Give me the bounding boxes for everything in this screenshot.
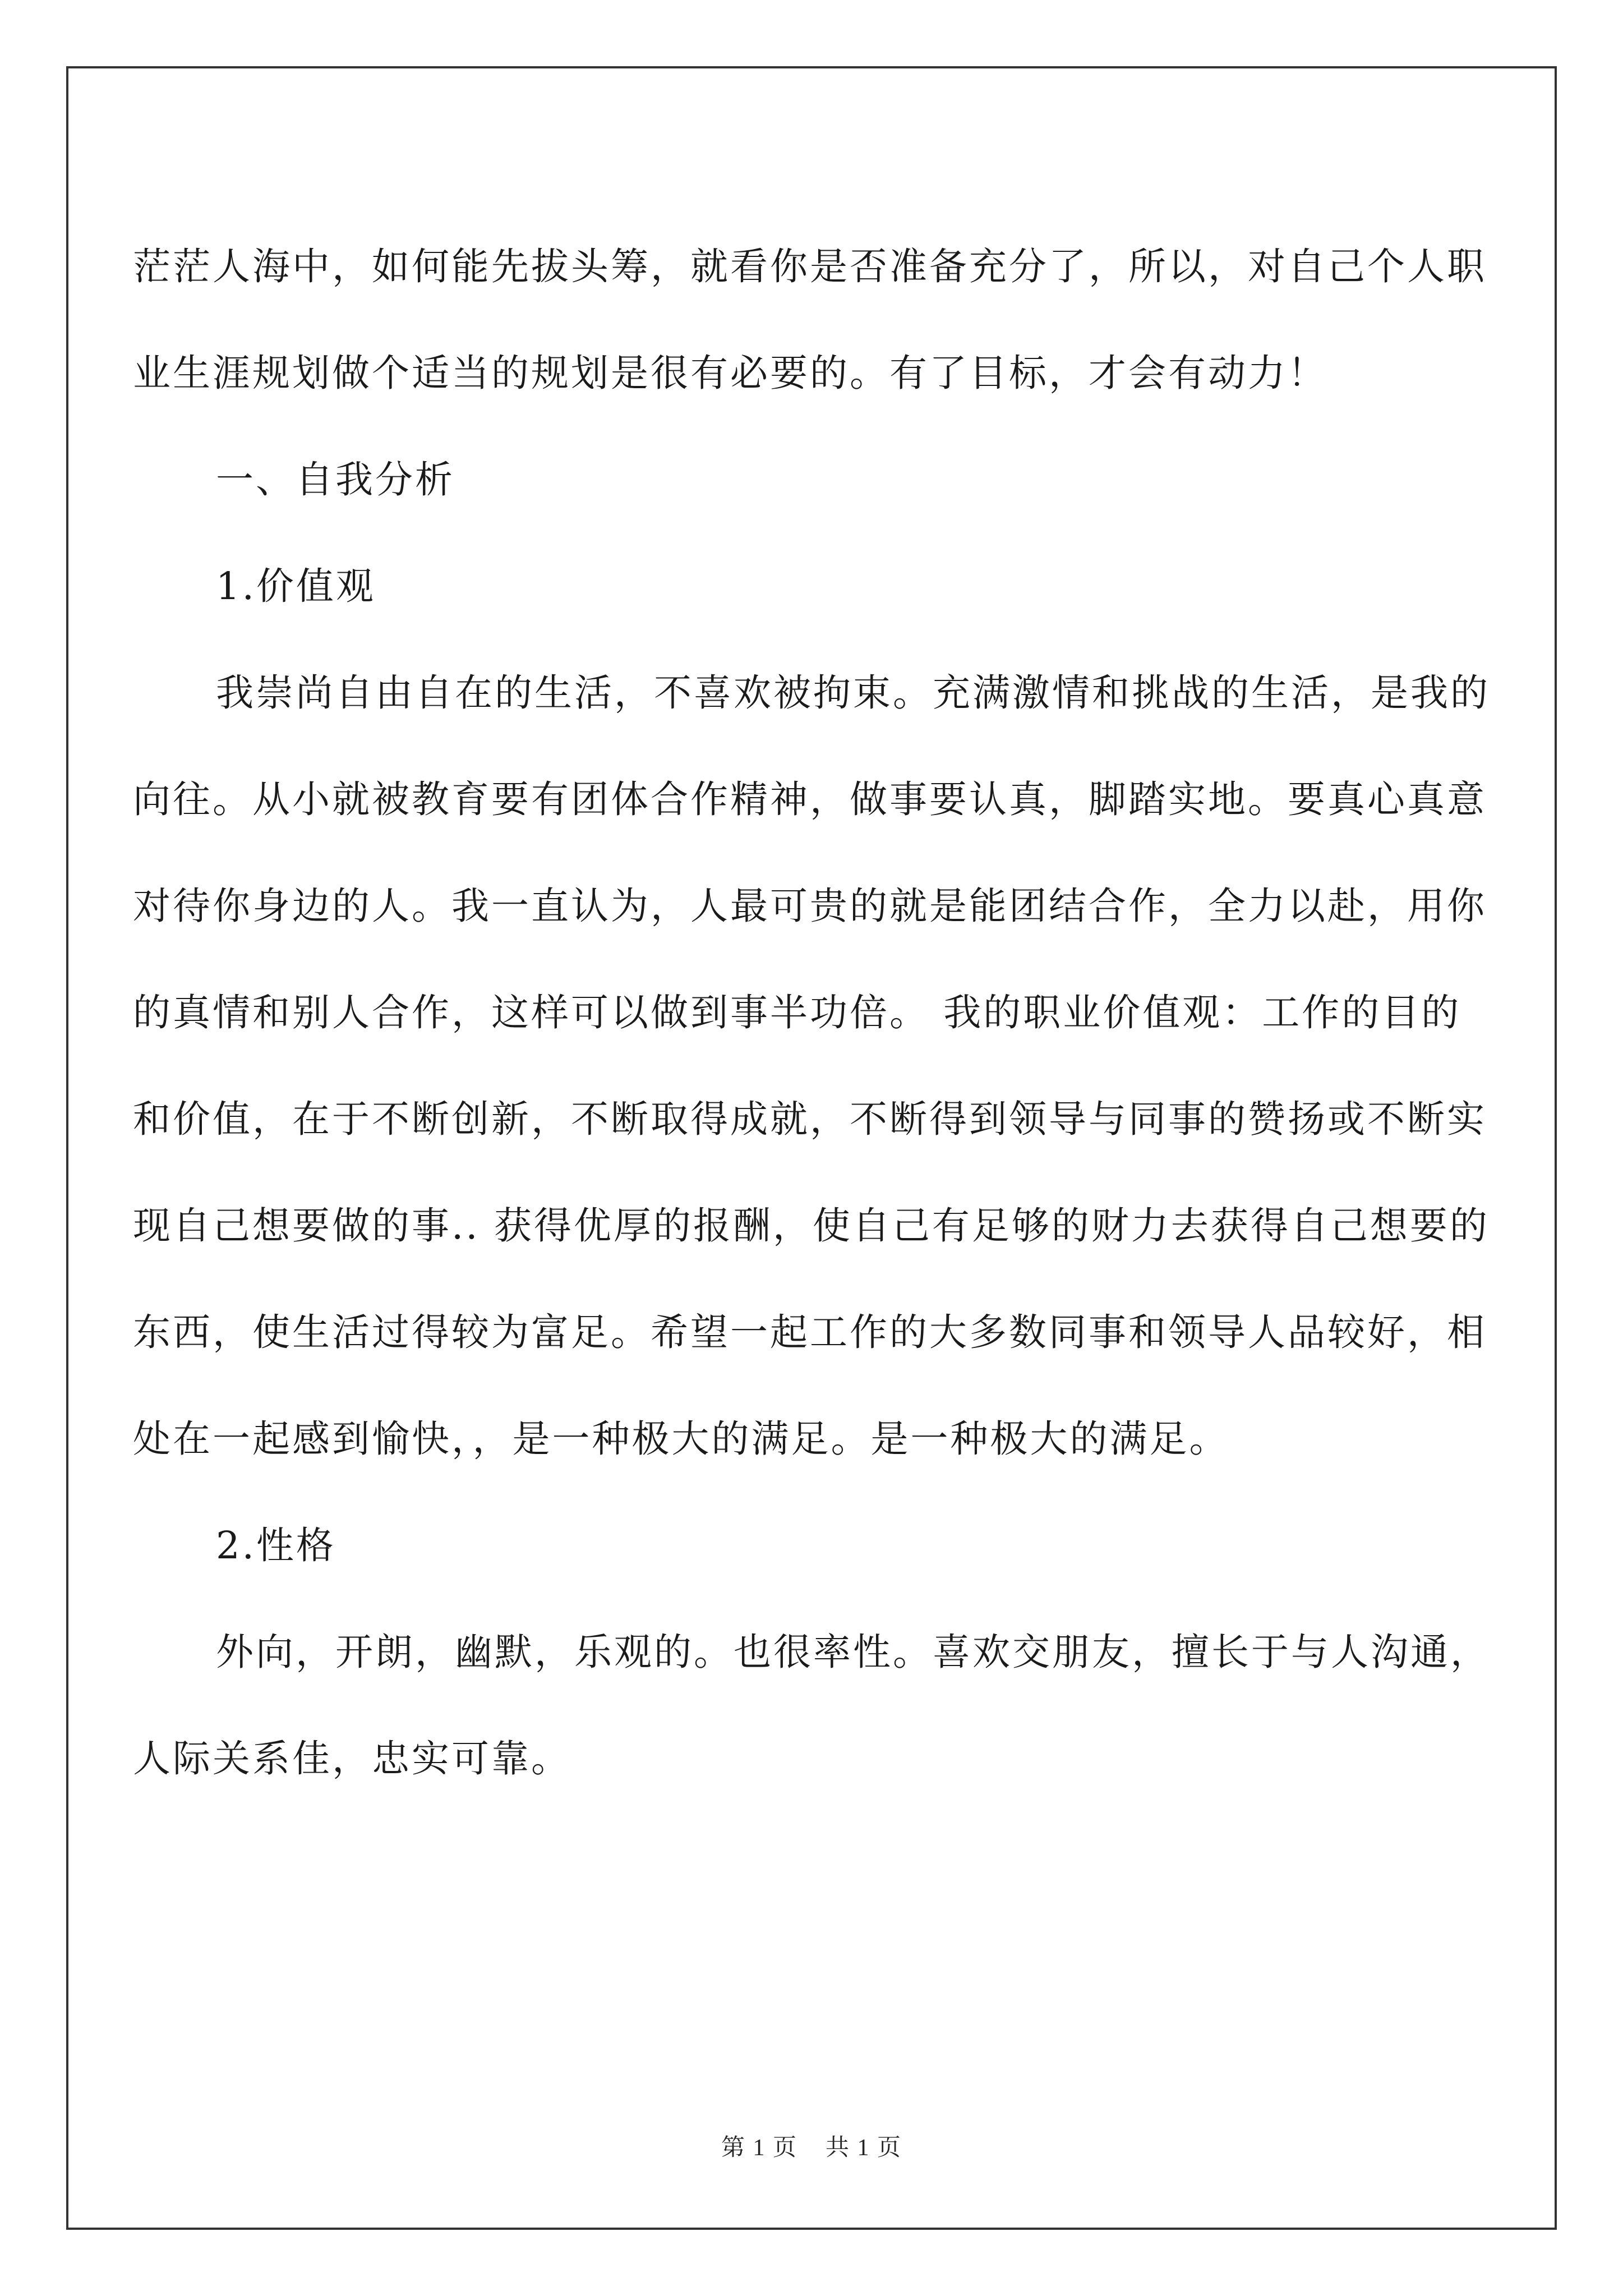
subheading-values: 1.价值观 xyxy=(216,564,376,608)
document-body xyxy=(133,213,1490,1812)
values-paragraph: 我崇尚自由自在的生活，不喜欢被拘束。充满激情和挑战的生活，是我的向往。从小就被教育要有团体合作精神，做事要认真，脚踏实地。要真心真意对待你身边的人。我一直认为，人最可贵的就是能团结合作，全力以赴，用你的真情和别人合作，这样可以做到事半功倍。 我的职业价值观：工作的目的和价值，在于不断创新，不断取得成就，不断得到领导与同事的赞扬或不断实现自己想要做的事.. 获得优厚的报酬，使自己有足够的财力去获得自己想要的东西，使生活过得较为富足。希望一起工作的大多数同事和领导人品较好，相处在一起感到愉快，，是一种极大的满足。是一种极大的满足。 xyxy=(133,671,1490,1461)
page-number: 第 1 页 xyxy=(721,2135,797,2161)
page-footer xyxy=(0,2129,1623,2162)
section-heading-self-analysis: 一、自我分析 xyxy=(216,458,455,501)
total-pages: 共 1 页 xyxy=(826,2135,902,2161)
personality-paragraph: 外向，开朗，幽默，乐观的。也很率性。喜欢交朋友，擅长于与人沟通，人际关系佳，忠实可靠。 xyxy=(133,1630,1490,1780)
subheading-personality: 2.性格 xyxy=(216,1524,336,1567)
intro-paragraph: 茫茫人海中，如何能先拔头筹，就看你是否准备充分了，所以，对自己个人职业生涯规划做个适当的规划是很有必要的。有了目标，才会有动力！ xyxy=(133,245,1487,395)
